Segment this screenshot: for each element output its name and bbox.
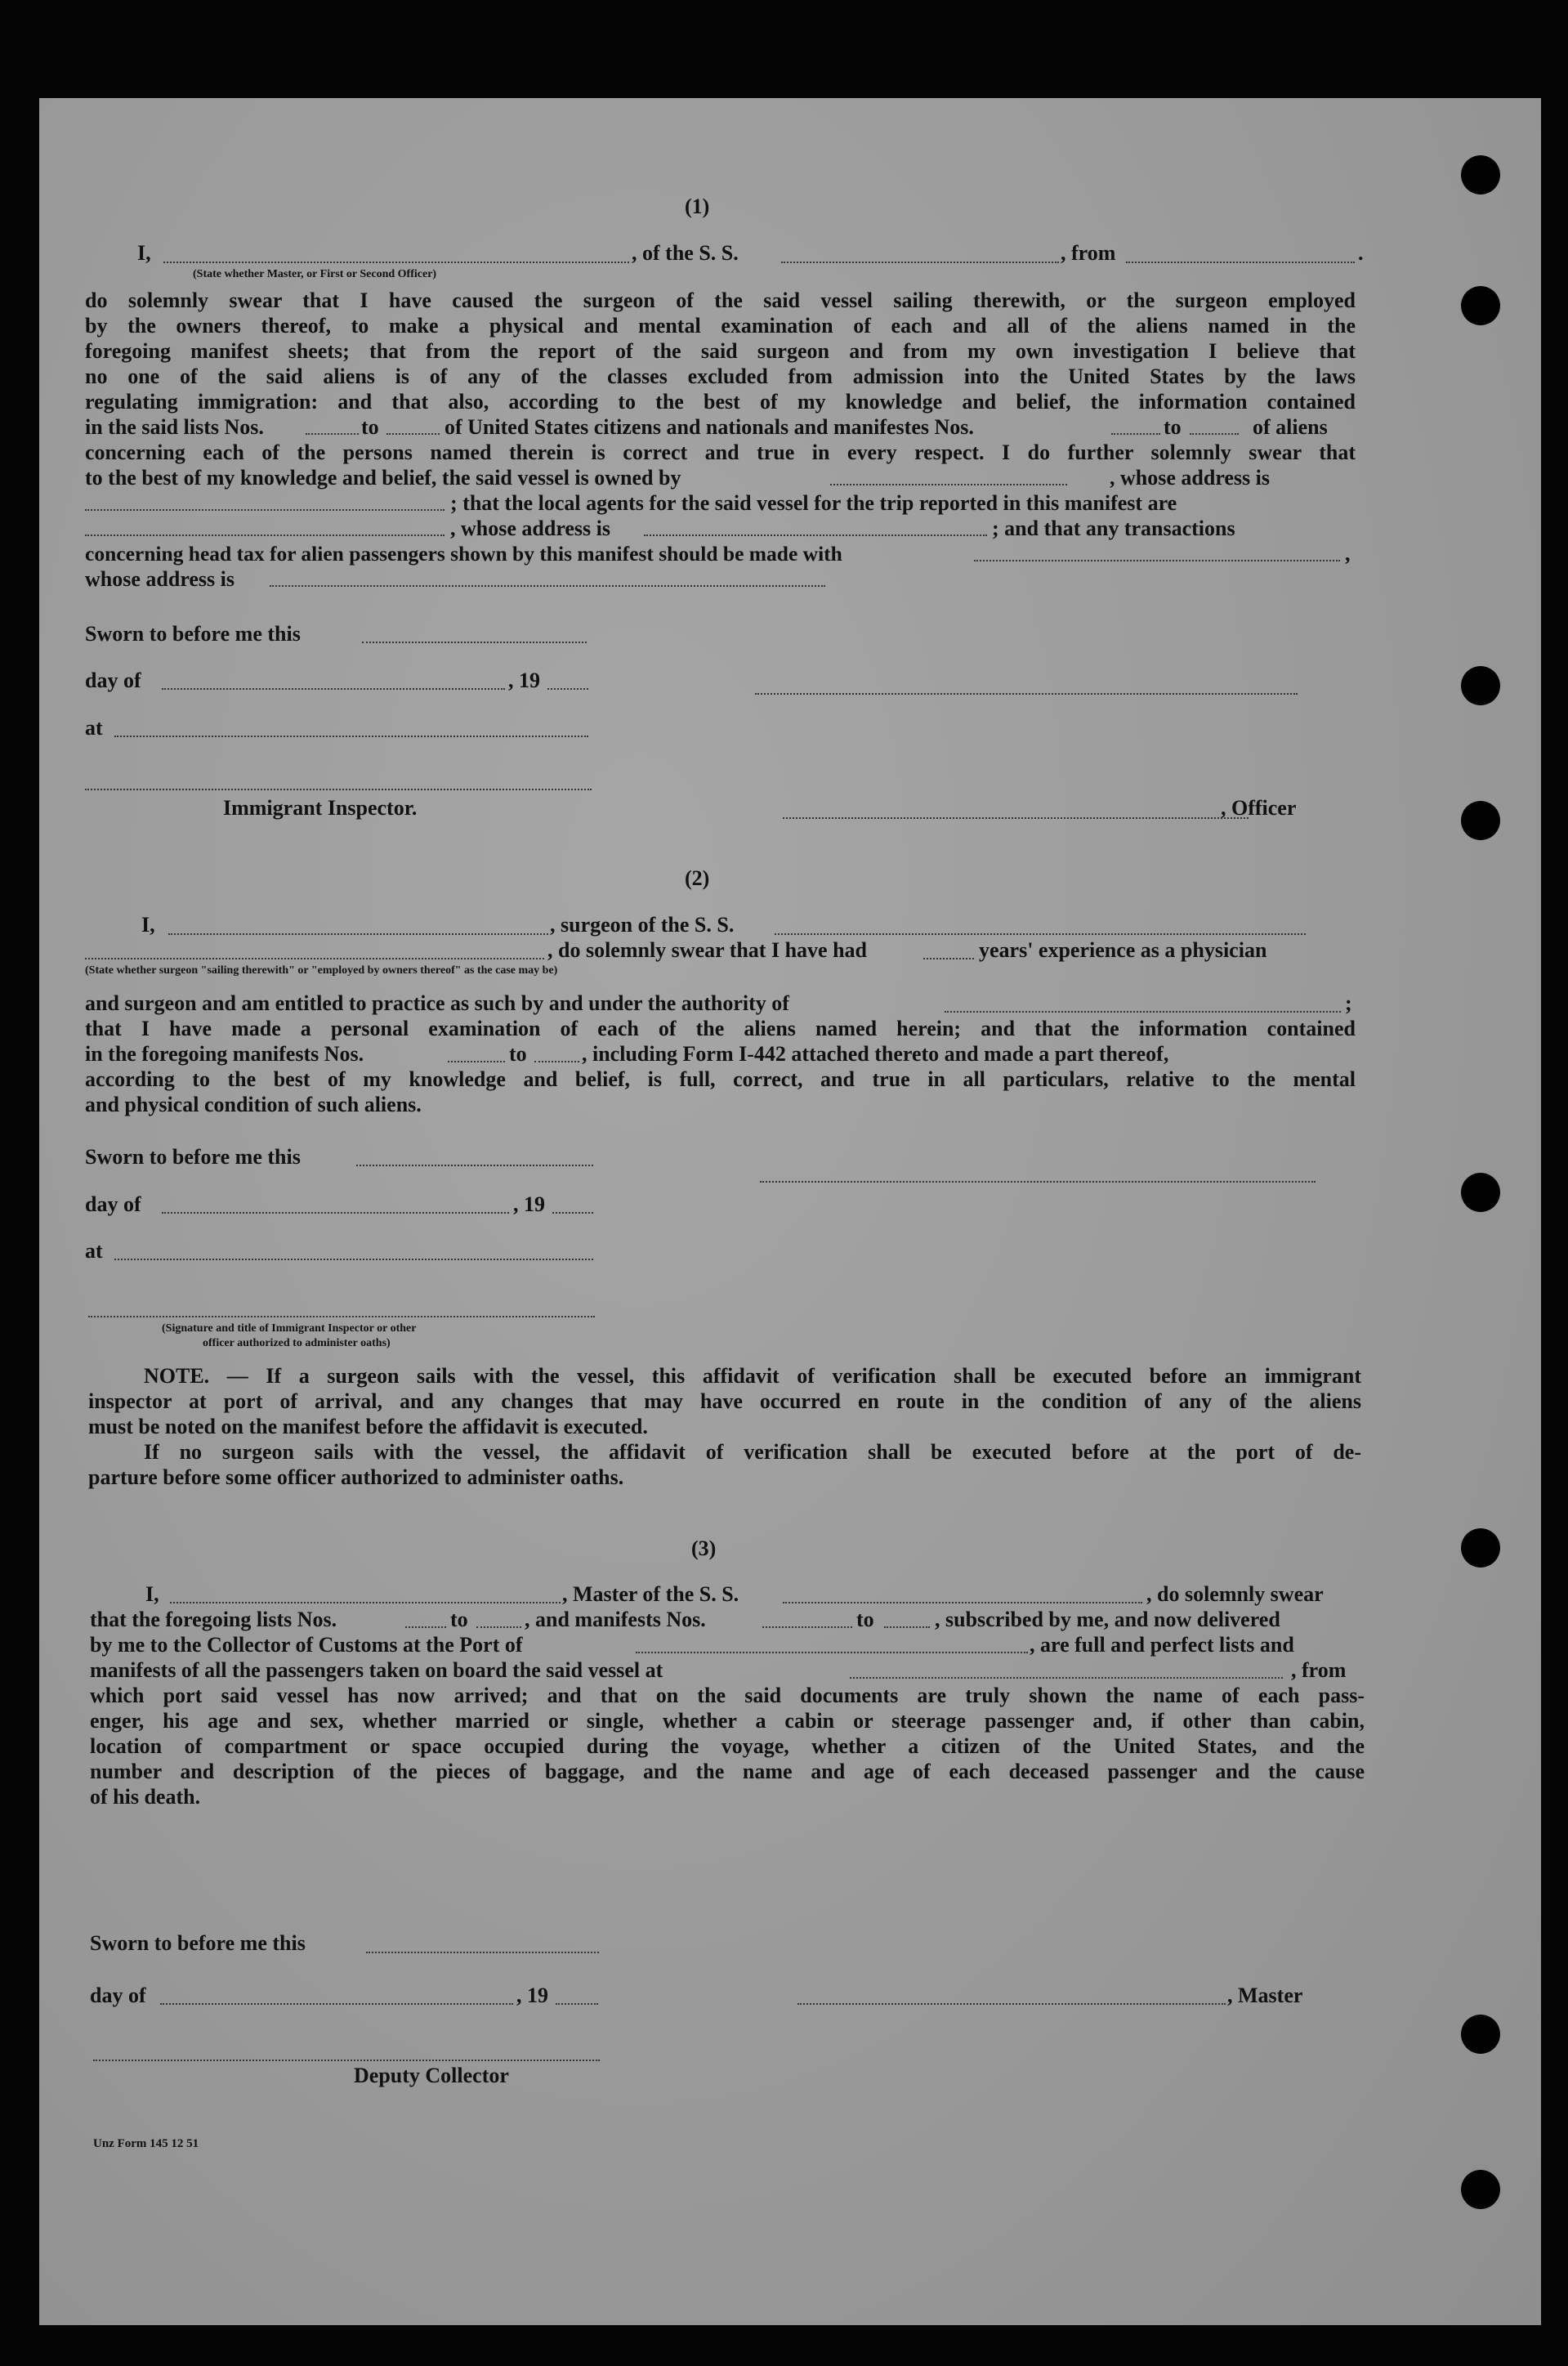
s2-line-7: and physical condition of such aliens. [85,1093,422,1116]
s3-line-5: which port said vessel has now arrived; and that on the said documents are truly shown the name of each pass- [90,1684,1365,1707]
s1-l11a: concerning head tax for alien passengers shown by this manifest should be made with [85,542,842,566]
s3-lists-to-blank [476,1626,521,1628]
s1-headtax-blank [974,560,1340,561]
s1-from-blank [1126,262,1355,263]
s1-i: I, [137,241,151,265]
s1-manifests-to-blank [1190,433,1239,435]
s1-from-end: . [1358,241,1364,265]
s2-i: I, [141,913,155,937]
s3-port-blank [636,1652,1028,1653]
s2-line-4: that I have made a personal examination of each of the aliens named herein; and that the information contained [85,1017,1356,1040]
binder-hole [1461,666,1500,705]
s3-year-blank [556,2003,598,2005]
s2-l3a: and surgeon and am entitled to practice as such by and under the authority of [85,991,789,1015]
binder-hole [1461,1528,1500,1568]
s3-ship-blank [783,1602,1142,1603]
s3-l3b: , are full and perfect lists and [1030,1633,1294,1657]
note-p1-line-3: must be noted on the manifest before the affidavit is executed. [88,1415,648,1438]
s1-line-2: by the owners thereof, to make a physical and mental examination of each and all of the aliens named in the [85,314,1356,338]
binder-hole [1461,155,1500,195]
s2-years-blank [923,958,974,959]
s1-agents-blank [85,534,444,536]
binder-hole [1461,1173,1500,1212]
s1-headtax-address-blank [270,585,825,587]
s2-authority-blank [945,1011,1341,1013]
s3-deputy-label: Deputy Collector [354,2064,509,2087]
s2-day-of: day of [85,1192,141,1216]
s1-from: , from [1061,241,1116,265]
s1-line-1: do solemnly swear that I have caused the surgeon of the said vessel sailing therewith, or the surgeon employed [85,288,1356,312]
s1-agents-address-blank [644,534,987,536]
s3-master-name-blank [170,1602,561,1603]
binder-hole [1461,801,1500,840]
s1-line-5: regulating immigration: and that also, according to the best of my knowledge and belief, the information contained [85,390,1356,414]
section-2-number: (2) [685,866,710,890]
s2-inspector-signature-line [88,1316,595,1317]
s1-year-blank [547,688,588,690]
s2-capacity-blank [85,958,544,959]
s2-surgeon-of: , surgeon of the S. S. [550,913,735,937]
s2-sig-note-2: officer authorized to administer oaths) [203,1337,391,1349]
s1-line-4: no one of the said aliens is of any of the classes excluded from admission into the United States by the laws [85,365,1356,388]
s1-l11b: , [1345,542,1351,566]
s2-year-blank [552,1212,593,1214]
s1-l6c: of United States citizens and nationals and manifestes Nos. [444,415,974,439]
s2-manifests-to-blank [534,1061,579,1062]
s1-l10b: ; and that any transactions [992,517,1235,540]
s1-state-note: (State whether Master, or First or Second Officer) [193,268,437,280]
s3-day-blank [160,2003,513,2005]
s3-manifests-from-blank [762,1626,852,1628]
s3-day-of: day of [90,1984,146,2007]
s1-l12: whose address is [85,567,235,591]
s2-ship-blank [775,933,1306,935]
s3-l2d: to [856,1608,874,1631]
s1-ship-blank [781,262,1059,263]
s2-line-6: according to the best of my knowledge and belief, is full, correct, and true in all particulars, relative to the mental [85,1067,1356,1091]
s1-at: at [85,716,103,740]
s1-master-signature-line [755,693,1298,695]
s3-l4a: manifests of all the passengers taken on board the said vessel at [90,1658,663,1682]
s3-manifests-to-blank [884,1626,930,1628]
s3-master-label: , Master [1227,1984,1303,2007]
s1-inspector-label: Immigrant Inspector. [223,796,418,820]
s2-surgeon-signature-line [760,1181,1316,1183]
s1-l6a: in the said lists Nos. [85,415,264,439]
s3-l2a: that the foregoing lists Nos. [90,1608,337,1631]
s3-lists-from-blank [405,1626,446,1628]
s1-manifests-from-blank [1111,433,1160,435]
s1-line-7: concerning each of the persons named therein is correct and true in every respect. I do further solemnly swear that [85,441,1356,464]
s1-owner-blank [830,484,1067,485]
note-p1-line-1: NOTE. — If a surgeon sails with the vessel, this affidavit of verification shall be executed before an immigrant [144,1364,1361,1388]
s3-line-7: location of compartment or space occupied during the voyage, whether a citizen of the United States, and the [90,1734,1365,1758]
s1-l9: ; that the local agents for the said vessel for the trip reported in this manifest are [450,491,1177,515]
s2-l5b: to [509,1042,527,1066]
s1-owner-address-blank [85,509,444,511]
s1-of-ss: , of the S. S. [632,241,739,265]
s3-l2b: to [450,1608,468,1631]
note-p2-line-2: parture before some officer authorized to administer oaths. [88,1465,624,1489]
s1-officer-label: , Officer [1221,796,1297,820]
s1-officer-signature-line [783,817,1249,819]
s3-line-8: number and description of the pieces of baggage, and the name and age of each deceased passenger and the cause [90,1760,1365,1783]
s2-l2a: , do solemnly swear that I have had [547,938,868,962]
s2-l5c: , including Form I-442 attached thereto and made a part thereof, [582,1042,1169,1066]
s2-l3b: ; [1345,991,1352,1015]
s3-l2e: , subscribed by me, and now delivered [935,1608,1280,1631]
s1-l6d: to [1164,415,1182,439]
section-3-number: (3) [691,1536,717,1560]
s1-l8a: to the best of my knowledge and belief, the said vessel is owned by [85,466,681,490]
s2-l5a: in the foregoing manifests Nos. [85,1042,364,1066]
s3-deputy-signature-line [93,2060,600,2061]
s2-year: , 19 [513,1192,545,1216]
s2-sworn-blank [356,1165,593,1166]
s2-l2b: years' experience as a physician [979,938,1267,962]
s1-l6e: of aliens [1253,415,1328,439]
s2-at: at [85,1239,103,1263]
s1-sworn: Sworn to before me this [85,622,301,646]
s1-l10a: , whose address is [450,517,611,540]
binder-hole [1461,2015,1500,2054]
s1-line-3: foregoing manifest sheets; that from the report of the said surgeon and from my own investigation I believe that [85,339,1356,363]
s3-year: , 19 [516,1984,548,2007]
s3-line-9: of his death. [90,1785,201,1809]
form-id: Unz Form 145 12 51 [93,2137,199,2150]
s1-at-blank [114,736,588,737]
s1-l6b: to [361,415,379,439]
s3-sworn: Sworn to before me this [90,1931,306,1955]
s1-l8b: , whose address is [1110,466,1271,490]
s2-sig-note-1: (Signature and title of Immigrant Inspector or other [162,1322,417,1335]
form-sheet [39,98,1541,2325]
s2-manifests-from-blank [448,1061,505,1062]
s1-lists-from-blank [306,433,359,435]
note-p1-line-2: inspector at port of arrival, and any changes that may have occurred en route in the condition of any of the aliens [88,1389,1361,1413]
s3-master-signature-line [797,2003,1226,2005]
s2-surgeon-name-blank [168,933,548,935]
s1-inspector-signature-line [85,789,592,790]
binder-hole [1461,286,1500,325]
section-1-number: (1) [685,195,710,218]
s2-sworn: Sworn to before me this [85,1145,301,1169]
s3-embark-port-blank [850,1677,1283,1679]
s1-sworn-blank [362,642,587,643]
s1-day-blank [162,688,505,690]
binder-hole [1461,2170,1500,2209]
s2-day-blank [162,1212,509,1214]
s3-sworn-blank [366,1952,599,1953]
s1-officer-blank [163,262,629,263]
s1-day-of: day of [85,669,141,692]
s3-l2c: , and manifests Nos. [525,1608,706,1631]
s2-state-note: (State whether surgeon "sailing therewith" or "employed by owners thereof" as the case may be) [85,964,558,977]
s3-l4b: , from [1291,1658,1347,1682]
s1-lists-to-blank [386,433,440,435]
s3-i: I, [145,1582,159,1606]
s2-at-blank [114,1259,593,1260]
s3-line-6: enger, his age and sex, whether married or single, whether a cabin or steerage passenger and, if other than cabin, [90,1709,1365,1733]
note-p2-line-1: If no surgeon sails with the vessel, the affidavit of verification shall be executed before at the port of de- [144,1440,1361,1464]
s3-l3a: by me to the Collector of Customs at the Port of [90,1633,523,1657]
s1-year: , 19 [508,669,540,692]
s3-master-of: , Master of the S. S. [562,1582,739,1606]
s3-swear: , do solemnly swear [1146,1582,1324,1606]
